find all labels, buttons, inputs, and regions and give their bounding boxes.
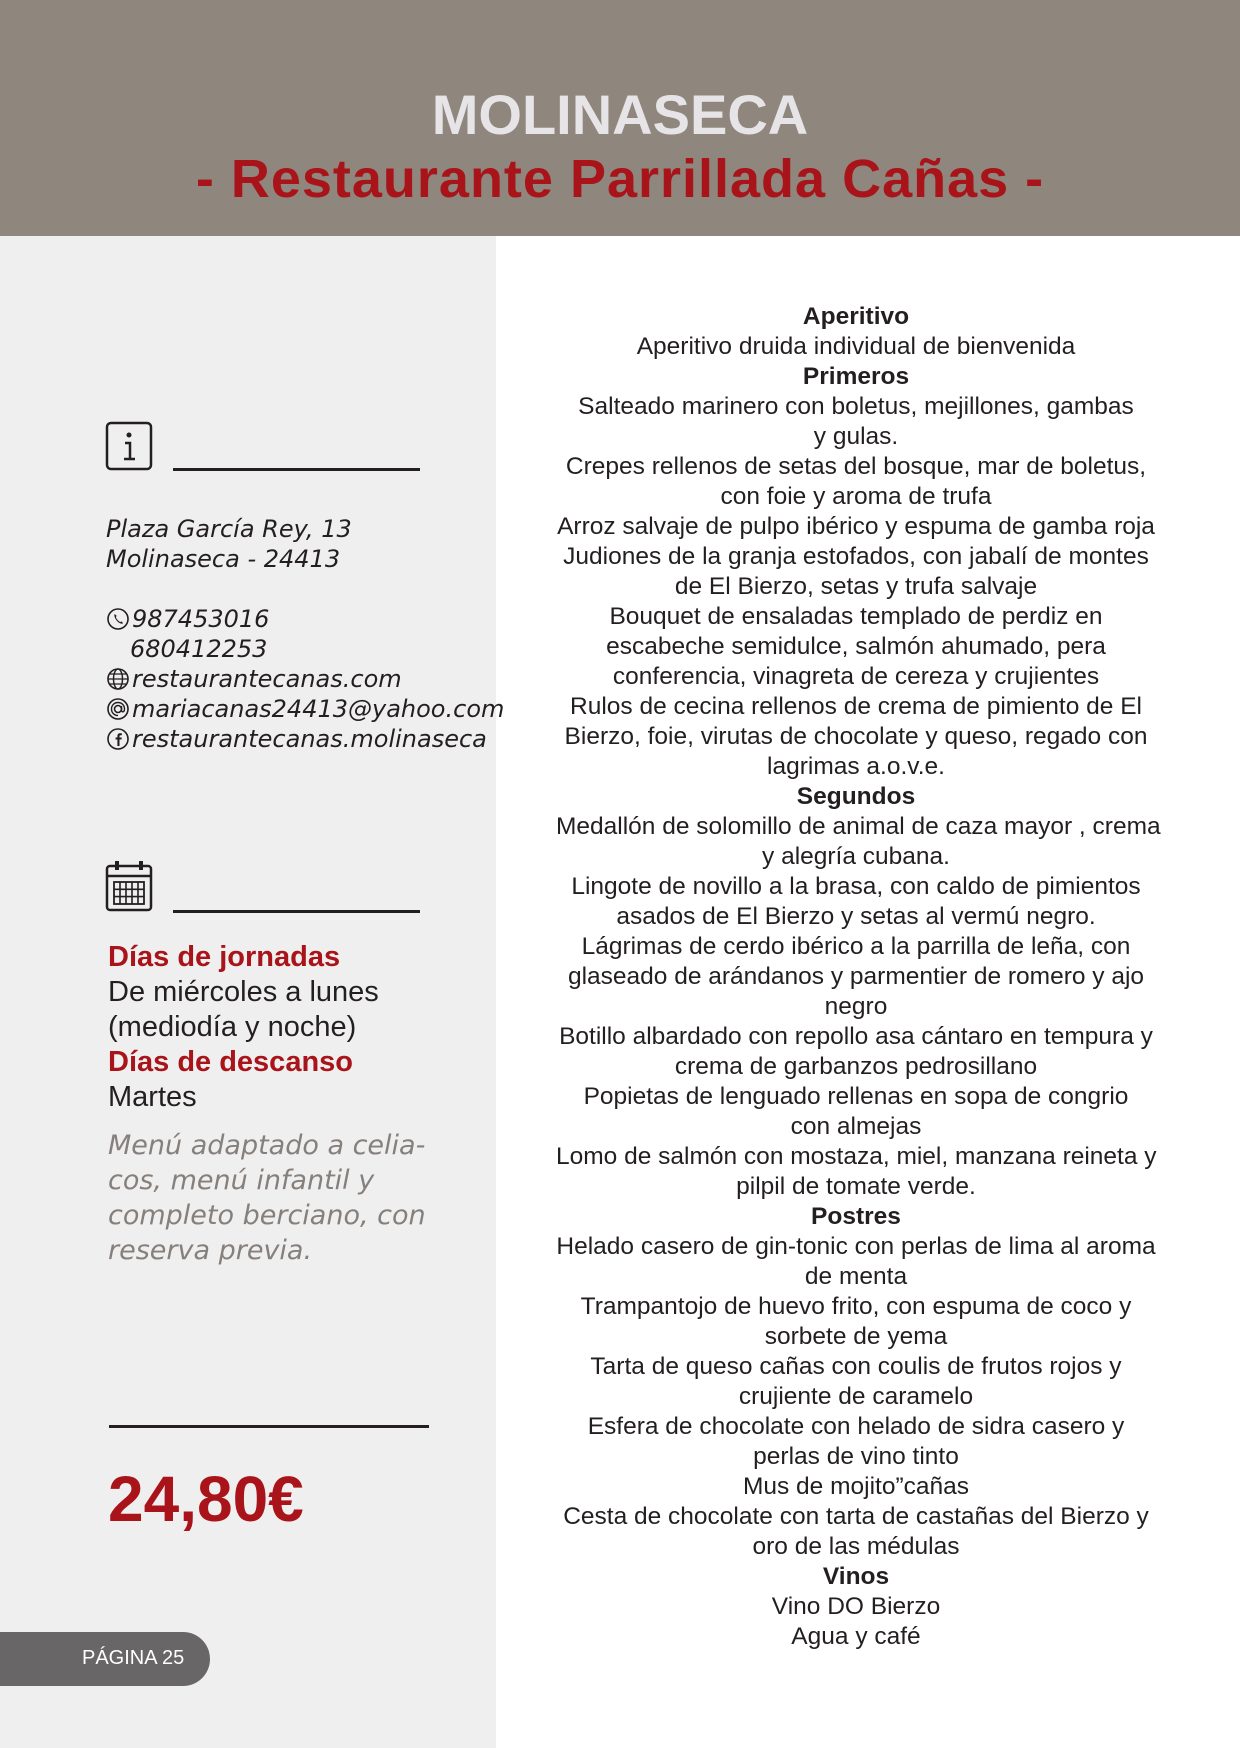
rest-heading: Días de descanso xyxy=(108,1046,353,1078)
menu-item: Salteado marinero con boletus, mejillones, gambas xyxy=(578,393,1134,420)
rest-day: Martes xyxy=(108,1081,197,1113)
menu-item: Cesta de chocolate con tarta de castañas del Bierzo y xyxy=(563,1503,1149,1530)
menu-item: Botillo albardado con repollo asa cántaro en tempura y xyxy=(559,1023,1153,1050)
section-heading: Aperitivo xyxy=(802,303,910,330)
section-heading: Segundos xyxy=(796,783,916,810)
menu-item: perlas de vino tinto xyxy=(753,1443,959,1470)
days-heading: Días de jornadas xyxy=(108,941,341,973)
menu-item: Agua y café xyxy=(791,1623,921,1650)
address xyxy=(106,514,352,574)
menu-item: crema de garbanzos pedrosillano xyxy=(674,1053,1038,1080)
menu-item: glaseado de arándanos y parmentier de romero y ajo xyxy=(567,963,1145,990)
menu-item: negro xyxy=(824,993,888,1020)
menu-item: Medallón de solomillo de animal de caza mayor , crema xyxy=(556,813,1161,840)
town-title: MOLINASECA xyxy=(431,83,809,146)
menu-item: Trampantojo de huevo frito, con espuma de coco y xyxy=(580,1293,1132,1320)
address-line-2: Molinaseca - 24413 xyxy=(106,545,341,573)
note-line: reserva previa. xyxy=(108,1235,313,1266)
menu-item: de menta xyxy=(804,1263,908,1290)
info-icon xyxy=(105,421,153,471)
menu-item: y gulas. xyxy=(813,423,899,450)
note-line: Menú adaptado a celia- xyxy=(108,1130,426,1161)
menu-item: Esfera de chocolate con helado de sidra casero y xyxy=(587,1413,1125,1440)
phone-icon xyxy=(106,607,130,631)
note-line: cos, menú infantil y xyxy=(108,1165,375,1196)
days-line-1: De miércoles a lunes xyxy=(108,976,379,1008)
menu-item: Aperitivo druida individual de bienvenida xyxy=(636,333,1076,360)
phone-link-1[interactable]: 987453016 xyxy=(132,605,270,633)
globe-icon xyxy=(106,667,130,691)
menu-item: Judiones de la granja estofados, con jabalí de montes xyxy=(563,543,1149,570)
section-heading: Vinos xyxy=(822,1563,890,1590)
phone-link-2[interactable]: 680412253 xyxy=(130,635,268,663)
menu-item: lagrimas a.o.v.e. xyxy=(767,753,945,780)
menu-item: crujiente de caramelo xyxy=(738,1383,974,1410)
menu-item: Crepes rellenos de setas del bosque, mar de boletus, xyxy=(565,453,1147,480)
menu-item: Lágrimas de cerdo ibérico a la parrilla de leña, con xyxy=(581,933,1131,960)
menu-item: Bierzo, foie, virutas de chocolate y queso, regado con xyxy=(564,723,1148,750)
email-link[interactable]: mariacanas24413@yahoo.com xyxy=(132,695,505,723)
section-heading: Postres xyxy=(811,1203,901,1230)
menu-item: Popietas de lenguado rellenas en sopa de congrio xyxy=(583,1083,1129,1110)
note-line: completo berciano, con xyxy=(108,1200,426,1231)
menu-item: asados de El Bierzo y setas al vermú negro. xyxy=(616,903,1096,930)
info-divider xyxy=(173,468,420,471)
menu-item: Tarta de queso cañas con coulis de frutos rojos y xyxy=(590,1353,1122,1380)
schedule-divider xyxy=(173,910,420,913)
menu-item: con almejas xyxy=(790,1113,922,1140)
menu-item: y alegría cubana. xyxy=(762,843,950,870)
days-line-2: (mediodía y noche) xyxy=(108,1011,357,1043)
menu-note xyxy=(108,1128,428,1268)
menu-item: de El Bierzo, setas y trufa salvaje xyxy=(674,573,1038,600)
menu-item: Lingote de novillo a la brasa, con caldo de pimientos xyxy=(571,873,1141,900)
menu-item: con foie y aroma de trufa xyxy=(720,483,992,510)
menu-item: Bouquet de ensaladas templado de perdiz en xyxy=(609,603,1103,630)
website-link[interactable]: restaurantecanas.com xyxy=(132,665,402,693)
calendar-icon xyxy=(105,860,153,912)
schedule-block xyxy=(108,940,458,1115)
contact-list xyxy=(106,604,504,754)
page-header xyxy=(0,0,1240,236)
page-number: PÁGINA 25 xyxy=(82,1647,185,1669)
menu-item: sorbete de yema xyxy=(764,1323,948,1350)
menu-item: Arroz salvaje de pulpo ibérico y espuma de gamba roja xyxy=(557,513,1155,540)
address-line-1: Plaza García Rey, 13 xyxy=(106,515,352,543)
menu-item: Rulos de cecina rellenos de crema de pimiento de El xyxy=(570,693,1142,720)
restaurant-title: - Restaurante Parrillada Cañas - xyxy=(195,149,1045,209)
menu-item: Lomo de salmón con mostaza, miel, manzana reineta y xyxy=(556,1143,1157,1170)
menu-item: conferencia, vinagreta de cereza y crujientes xyxy=(612,663,1100,690)
phone-row-2 xyxy=(106,634,504,664)
menu-item: Mus de mojito”cañas xyxy=(742,1473,970,1500)
menu-price: 24,80€ xyxy=(108,1463,304,1535)
menu-list xyxy=(556,302,1161,1652)
menu-item: pilpil de tomate verde. xyxy=(736,1173,976,1200)
menu-item: Vino DO Bierzo xyxy=(771,1593,941,1620)
phone-row xyxy=(106,604,504,634)
at-sign-icon xyxy=(106,697,130,721)
menu-item: oro de las médulas xyxy=(752,1533,960,1560)
facebook-icon xyxy=(106,727,130,751)
price-divider xyxy=(109,1425,429,1428)
email-row xyxy=(106,694,504,724)
facebook-link[interactable]: restaurantecanas.molinaseca xyxy=(132,725,487,753)
section-heading: Primeros xyxy=(802,363,910,390)
menu-item: Helado casero de gin-tonic con perlas de lima al aroma xyxy=(556,1233,1156,1260)
page-number-badge xyxy=(0,1632,210,1686)
facebook-row xyxy=(106,724,504,754)
website-row xyxy=(106,664,504,694)
menu-item: escabeche semidulce, salmón ahumado, pera xyxy=(606,633,1106,660)
